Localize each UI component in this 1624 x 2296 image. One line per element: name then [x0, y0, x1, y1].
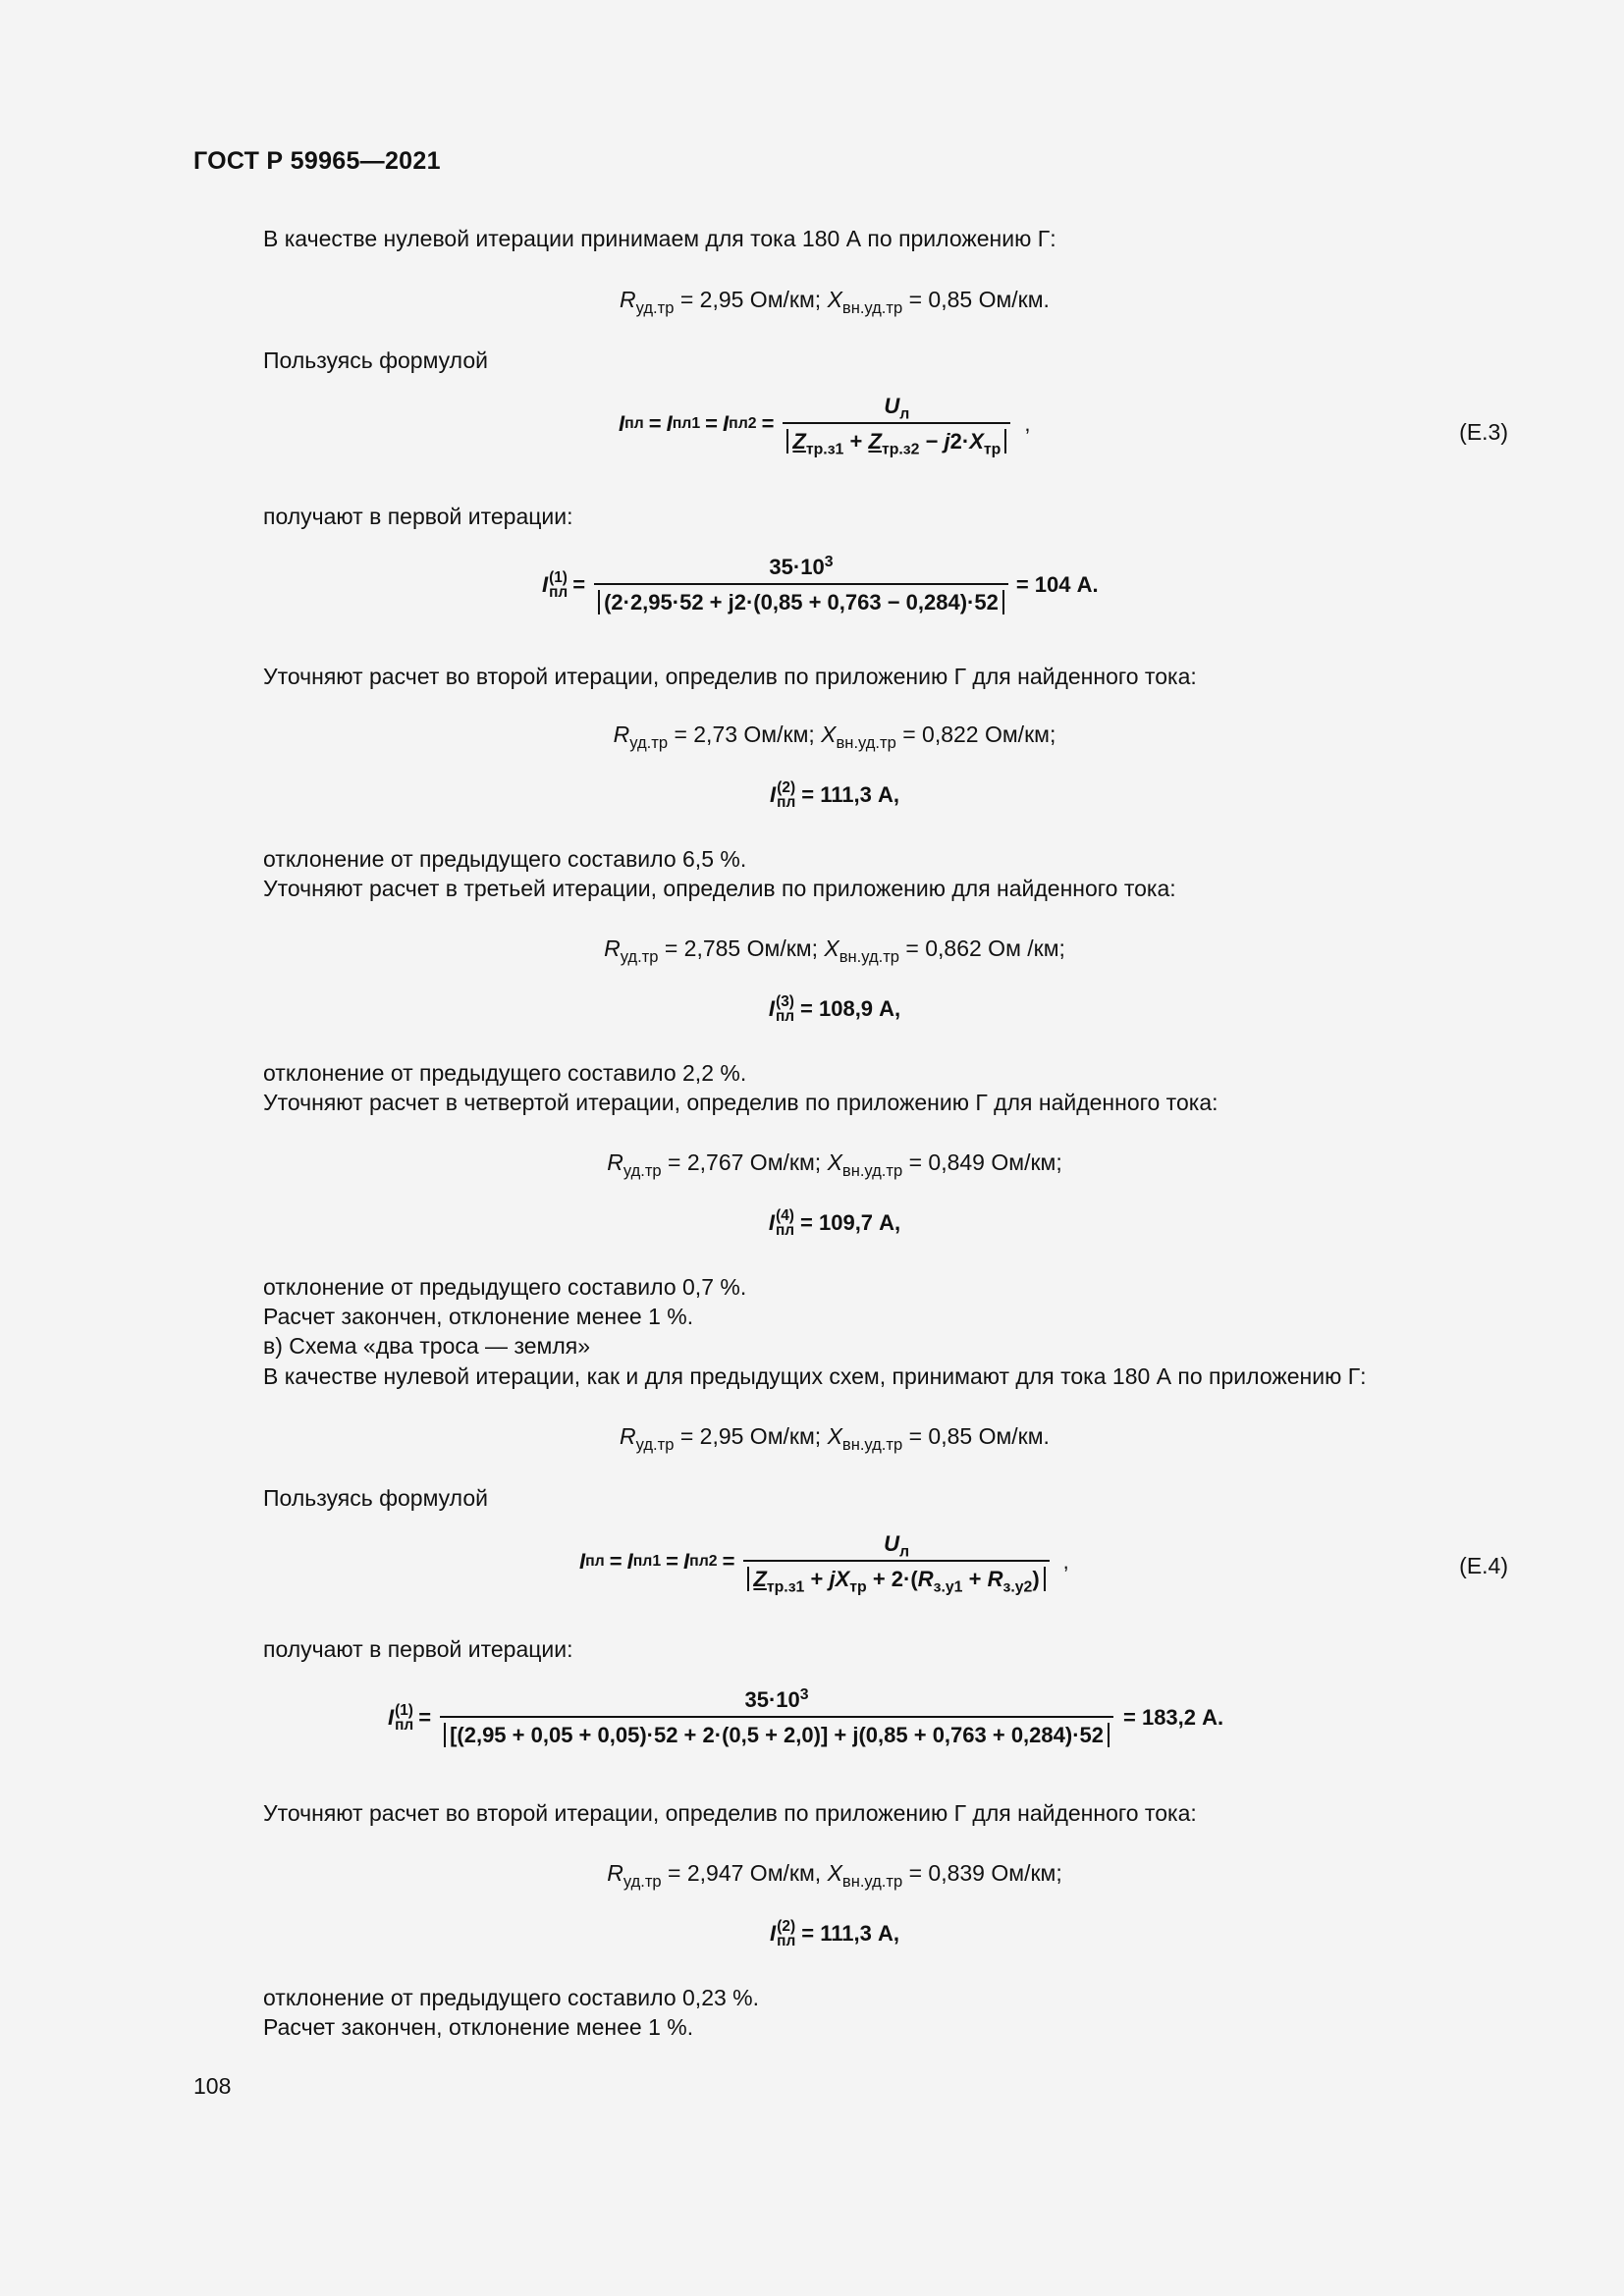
- equation-resistance-3: $R_{уд.тр} = 2,785$ Ом/км; $X_{вн.уд.тр} = 0,862$ Ом /км;: [604, 935, 1065, 966]
- paragraph: Пользуясь формулой: [263, 1485, 488, 1511]
- paragraph: Расчет закончен, отклонение менее 1 %.: [263, 2014, 694, 2040]
- formula-iteration-1: I (1) пл = $\frac{35\cdot 10^3}{(2\cdot 2,95\cdot 52 + j2\cdot(0,85 + 0,763 - 0,284)\cdot 52}$ = 104 А.: [542, 554, 1099, 615]
- paragraph: получают в первой итерации:: [263, 1636, 573, 1662]
- equation-resistance-2: $R_{уд.тр} = 2,73$ Ом/км; $X_{вн.уд.тр} = 0,822$ Ом/км;: [613, 721, 1056, 752]
- paragraph: Расчет закончен, отклонение менее 1 %.: [263, 1304, 694, 1329]
- paragraph: получают в первой итерации:: [263, 504, 573, 529]
- paragraph: В качестве нулевой итерации, как и для предыдущих схем, принимают для тока 180 А по приложению Г:: [263, 1363, 1367, 1389]
- paragraph: отклонение от предыдущего составило 0,23 %.: [263, 1985, 760, 2010]
- result-iteration-4: I (4) пл = 109,7 А,: [768, 1207, 901, 1240]
- formula-e3: I пл = I пл1 = I пл2 = $\frac{U_л}{Z_{тр.з1} + Z_{тр.з2} - j2\cdot X_{тр}}$ ,: [619, 394, 1031, 458]
- paragraph: Уточняют расчет во второй итерации, определив по приложению Г для найденного тока:: [263, 664, 1197, 689]
- paragraph: отклонение от предыдущего составило 2,2 %.: [263, 1060, 747, 1086]
- equation-resistance-4: $R_{уд.тр} = 2,767$ Ом/км; $X_{вн.уд.тр} = 0,849$ Ом/км;: [607, 1149, 1062, 1180]
- formula-e4: I пл = I пл1 = I пл2 = $U_л$ $Z_{тр.з1} + jX_{тр} + 2\cdot(R_{з.у1} + R_{з.у2})$ ,: [579, 1531, 1069, 1596]
- equation-resistance-zero: $R_{уд.тр} = 2,95$ Ом/км; $X_{вн.уд.тр} = 0,85$ Ом/км.: [620, 287, 1050, 317]
- equation-label-e3: (Е.3): [1459, 419, 1508, 445]
- paragraph: отклонение от предыдущего составило 6,5 %.: [263, 846, 747, 872]
- paragraph: Уточняют расчет в третьей итерации, определив по приложению для найденного тока:: [263, 876, 1176, 901]
- paragraph: Уточняют расчет в четвертой итерации, определив по приложению Г для найденного тока:: [263, 1090, 1218, 1115]
- paragraph: Пользуясь формулой: [263, 347, 488, 373]
- equation-label-e4: (Е.4): [1459, 1553, 1508, 1578]
- page-number: 108: [193, 2073, 232, 2099]
- paragraph: Уточняют расчет во второй итерации, определив по приложению Г для найденного тока:: [263, 1800, 1197, 1826]
- result-iteration-3: I (3) пл = 108,9 А,: [768, 993, 901, 1026]
- document-header: ГОСТ Р 59965—2021: [193, 147, 441, 175]
- paragraph: В качестве нулевой итерации принимаем для тока 180 А по приложению Г:: [263, 226, 1056, 251]
- equation-resistance-zero-b: $R_{уд.тр} = 2,95$ Ом/км; $X_{вн.уд.тр} = 0,85$ Ом/км.: [620, 1423, 1050, 1454]
- result-iteration-2: I (2) пл = 111,3 А,: [770, 779, 899, 812]
- section-heading: в) Схема «два троса — земля»: [263, 1333, 591, 1359]
- equation-resistance-b2: $R_{уд.тр} = 2,947$ Ом/км, $X_{вн.уд.тр} = 0,839$ Ом/км;: [607, 1860, 1062, 1891]
- paragraph: отклонение от предыдущего составило 0,7 %.: [263, 1274, 747, 1300]
- result-iteration-2-b: I (2) пл = 111,3 А,: [770, 1918, 899, 1950]
- formula-iteration-1-b: I (1) пл = $35\cdot 10^3$ [(2,95 + 0,05 + 0,05)·52 + 2·(0,5 + 2,0)] + j(0,85 + 0,763 + 0,284)·52 = 183,2 А.: [388, 1686, 1224, 1748]
